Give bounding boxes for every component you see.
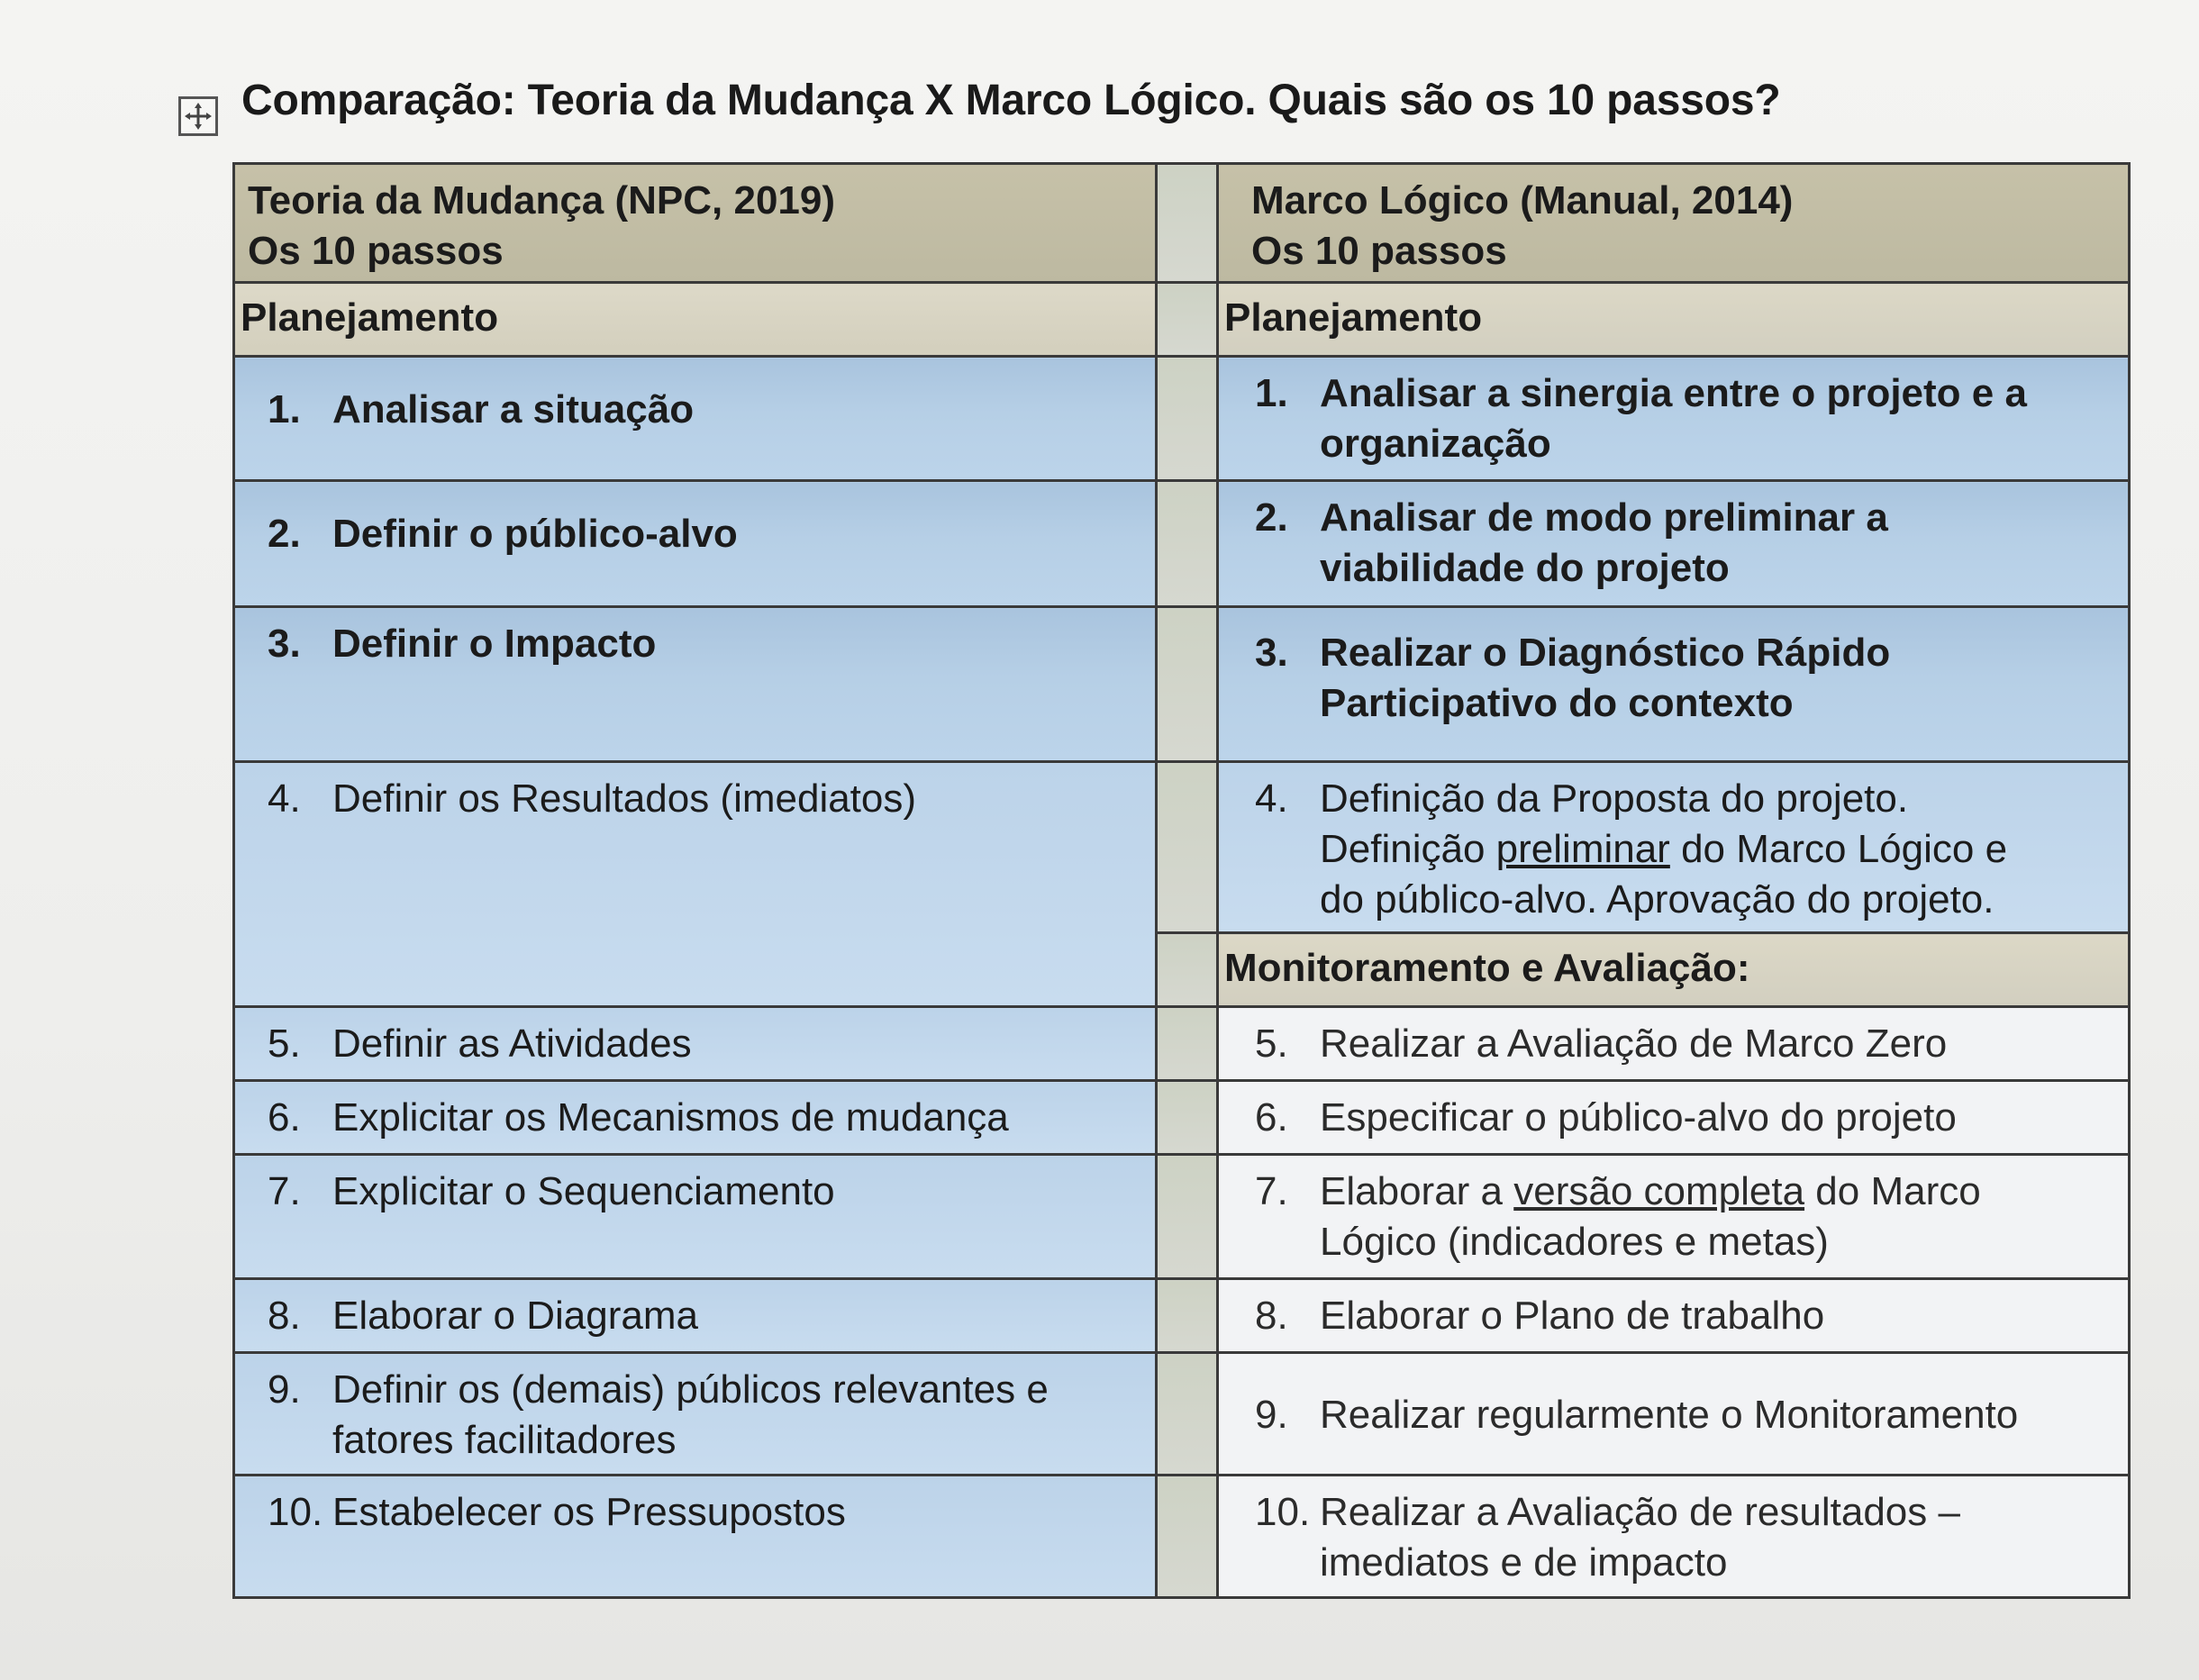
left-step-text: Explicitar o Sequenciamento [332, 1169, 835, 1213]
left-step-cell: 7. Explicitar o Sequenciamento [234, 1155, 1157, 1279]
right-step-text: Elaborar a versão completa do Marco Lógico (indicadores e metas) [1320, 1169, 1981, 1264]
left-step-text: Analisar a situação [332, 387, 695, 431]
left-step-text: Definir as Atividades [332, 1022, 692, 1066]
right-step-text: Elaborar o Plano de trabalho [1320, 1294, 1825, 1338]
left-step-cell: 10. Estabelecer os Pressupostos [234, 1476, 1157, 1598]
right-step-cell: 3. Realizar o Diagnóstico Rápido Participativo do contexto [1218, 607, 2130, 762]
right-step-cell: 9. Realizar regularmente o Monitoramento [1218, 1353, 2130, 1476]
spacer-cell [1157, 164, 1218, 283]
right-step-cell: 6. Especificar o público-alvo do projeto [1218, 1081, 2130, 1155]
left-step-cell: 9. Definir os (demais) públicos relevantes e fatores facilitadores [234, 1353, 1157, 1476]
spacer-cell [1157, 481, 1218, 607]
spacer-cell [1157, 933, 1218, 1007]
right-section-label: Monitoramento e Avaliação: [1218, 933, 2130, 1007]
right-step-cell: 8. Elaborar o Plano de trabalho [1218, 1279, 2130, 1353]
page-title: Comparação: Teoria da Mudança X Marco Lógico. Quais são os 10 passos? [241, 77, 1781, 124]
left-step-cell: 3. Definir o Impacto [234, 607, 1157, 762]
right-step-cell: 4. Definição da Proposta do projeto. Definição preliminar do Marco Lógico e do público-alvo. Aprovação do projeto. [1218, 762, 2130, 933]
left-step-cell: 8. Elaborar o Diagrama [234, 1279, 1157, 1353]
right-step-text: Realizar regularmente o Monitoramento [1320, 1393, 2019, 1437]
spacer-cell [1157, 283, 1218, 357]
right-step-cell: 5. Realizar a Avaliação de Marco Zero [1218, 1007, 2130, 1081]
spacer-cell [1157, 1155, 1218, 1279]
right-step-text: Analisar de modo preliminar a viabilidade do projeto [1320, 495, 1888, 590]
table-row [234, 1007, 2130, 1081]
table-row [234, 1155, 2130, 1279]
spacer-cell [1157, 1476, 1218, 1598]
left-step-text: Estabelecer os Pressupostos [332, 1490, 846, 1534]
right-step-text: Realizar o Diagnóstico Rápido Participativo do contexto [1320, 631, 1891, 725]
right-step-text: Definição da Proposta do projeto. Definição preliminar do Marco Lógico e do público-alvo. Aprovação do projeto. [1320, 776, 2008, 922]
table-row [234, 607, 2130, 762]
spacer-cell [1157, 1081, 1218, 1155]
left-step-text: Definir o Impacto [332, 622, 657, 666]
right-section-label: Planejamento [1218, 283, 2130, 357]
right-step-cell: 10. Realizar a Avaliação de resultados – imediatos e de impacto [1218, 1476, 2130, 1598]
spacer-cell [1157, 1353, 1218, 1476]
left-step-cell: 4. Definir os Resultados (imediatos) [234, 762, 1157, 1007]
left-step-cell: 6. Explicitar os Mecanismos de mudança [234, 1081, 1157, 1155]
right-step-text: Realizar a Avaliação de resultados – imediatos e de impacto [1320, 1490, 1960, 1585]
table-row [234, 481, 2130, 607]
left-section-label: Planejamento [234, 283, 1157, 357]
right-header-title: Marco Lógico (Manual, 2014) [1251, 178, 1794, 222]
left-header-cell [234, 164, 1157, 283]
left-step-text: Definir os Resultados (imediatos) [332, 776, 917, 821]
right-step-cell: 2. Analisar de modo preliminar a viabilidade do projeto [1218, 481, 2130, 607]
table-row [234, 1353, 2130, 1476]
comparison-table [232, 162, 2131, 1599]
table-move-handle-icon[interactable] [178, 96, 218, 136]
right-step-cell: 7. Elaborar a versão completa do Marco Lógico (indicadores e metas) [1218, 1155, 2130, 1279]
left-header-subtitle: Os 10 passos [248, 229, 504, 273]
spacer-cell [1157, 1279, 1218, 1353]
right-header-cell [1218, 164, 2130, 283]
table-row [234, 357, 2130, 481]
table-row [234, 762, 2130, 933]
left-step-text: Definir os (demais) públicos relevantes e fatores facilitadores [332, 1367, 1049, 1462]
right-step-cell: 1. Analisar a sinergia entre o projeto e a organização [1218, 357, 2130, 481]
right-step-text: Analisar a sinergia entre o projeto e a organização [1320, 371, 2027, 466]
right-step-text: Realizar a Avaliação de Marco Zero [1320, 1022, 1948, 1066]
table-row [234, 1476, 2130, 1598]
left-step-text: Definir o público-alvo [332, 512, 738, 556]
table-header-row [234, 164, 2130, 283]
spacer-cell [1157, 607, 1218, 762]
section-row-planejamento [234, 283, 2130, 357]
spacer-cell [1157, 357, 1218, 481]
left-step-text: Elaborar o Diagrama [332, 1294, 698, 1338]
spacer-cell [1157, 762, 1218, 933]
left-step-cell: 2. Definir o público-alvo [234, 481, 1157, 607]
spacer-cell [1157, 1007, 1218, 1081]
left-step-text: Explicitar os Mecanismos de mudança [332, 1095, 1009, 1140]
left-step-cell: 1. Analisar a situação [234, 357, 1157, 481]
left-header-title: Teoria da Mudança (NPC, 2019) [248, 178, 836, 222]
right-header-subtitle: Os 10 passos [1251, 229, 1507, 273]
table-row [234, 1081, 2130, 1155]
left-step-cell: 5. Definir as Atividades [234, 1007, 1157, 1081]
table-row [234, 1279, 2130, 1353]
right-step-text: Especificar o público-alvo do projeto [1320, 1095, 1957, 1140]
